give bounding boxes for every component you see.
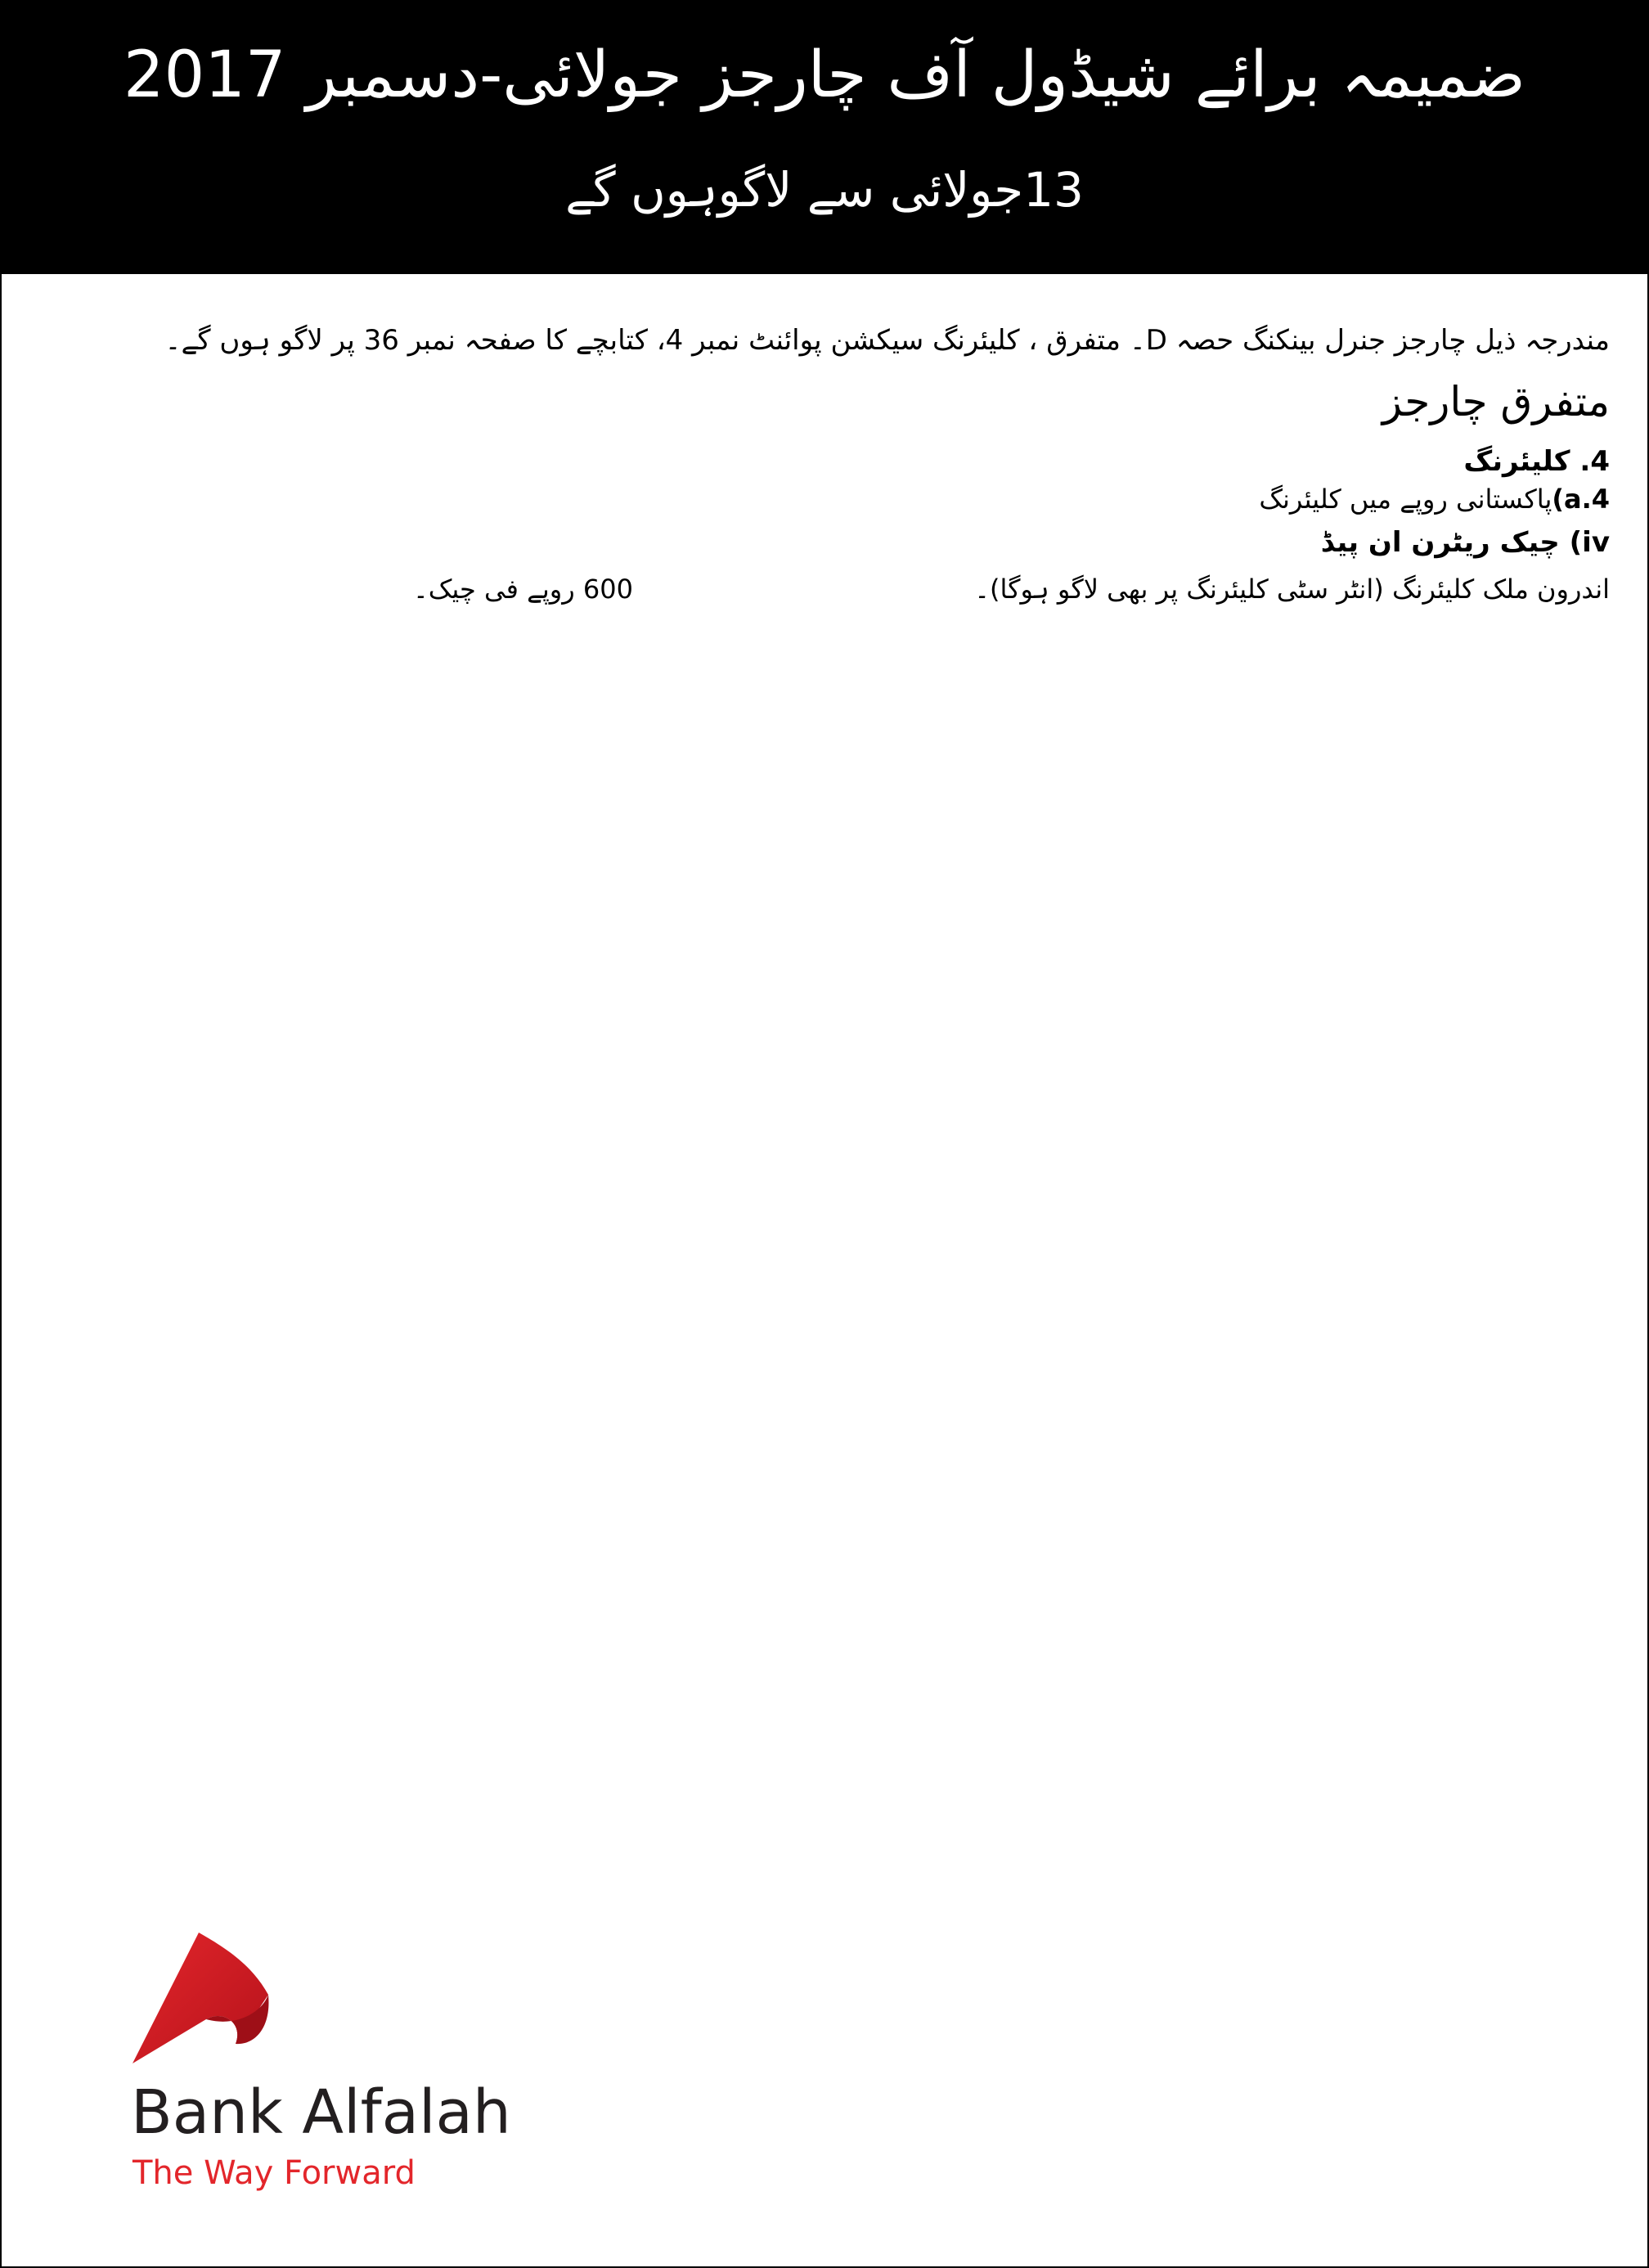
effective-date-subtitle: 13جولائی سے لاگوہوں گے <box>565 162 1084 218</box>
document-title: ضمیمہ برائے شیڈول آف چارجز جولائی-دسمبر 2017 <box>124 38 1525 112</box>
alfalah-mark-icon <box>131 1931 278 2070</box>
bank-logo <box>131 1931 511 2201</box>
pkr-clearing-text: پاکستانی روپے میں کلیئرنگ <box>1259 484 1552 515</box>
intro-paragraph: مندرجہ ذیل چارجز جنرل بینکنگ حصہ D۔ متفرق ، کلیئرنگ سیکشن پوائنٹ نمبر 4، کتابچے کا صفحہ نمبر 36 پر لاگو ہوں گے۔ <box>164 324 1610 357</box>
intercity-clearing-item: اندرون ملک کلیئرنگ (انٹر سٹی کلیئرنگ پر بھی لاگو ہوگا)۔ <box>974 574 1610 605</box>
cheque-return-fee: 600 روپے فی چیک۔ <box>413 574 633 605</box>
bank-tagline: The Way Forward <box>133 2154 416 2192</box>
cheque-return-item: iv) چیک ریٹرن ان پیڈ <box>1320 526 1610 559</box>
pkr-clearing-item <box>1259 479 1610 520</box>
clearing-item: 4. کلیئرنگ <box>1463 445 1610 478</box>
bank-name: Bank Alfalah <box>131 2077 511 2148</box>
pkr-clearing-code: 4.a) <box>1552 484 1610 515</box>
header-band <box>0 0 1649 274</box>
section-heading: متفرق چارجز <box>1382 378 1610 425</box>
